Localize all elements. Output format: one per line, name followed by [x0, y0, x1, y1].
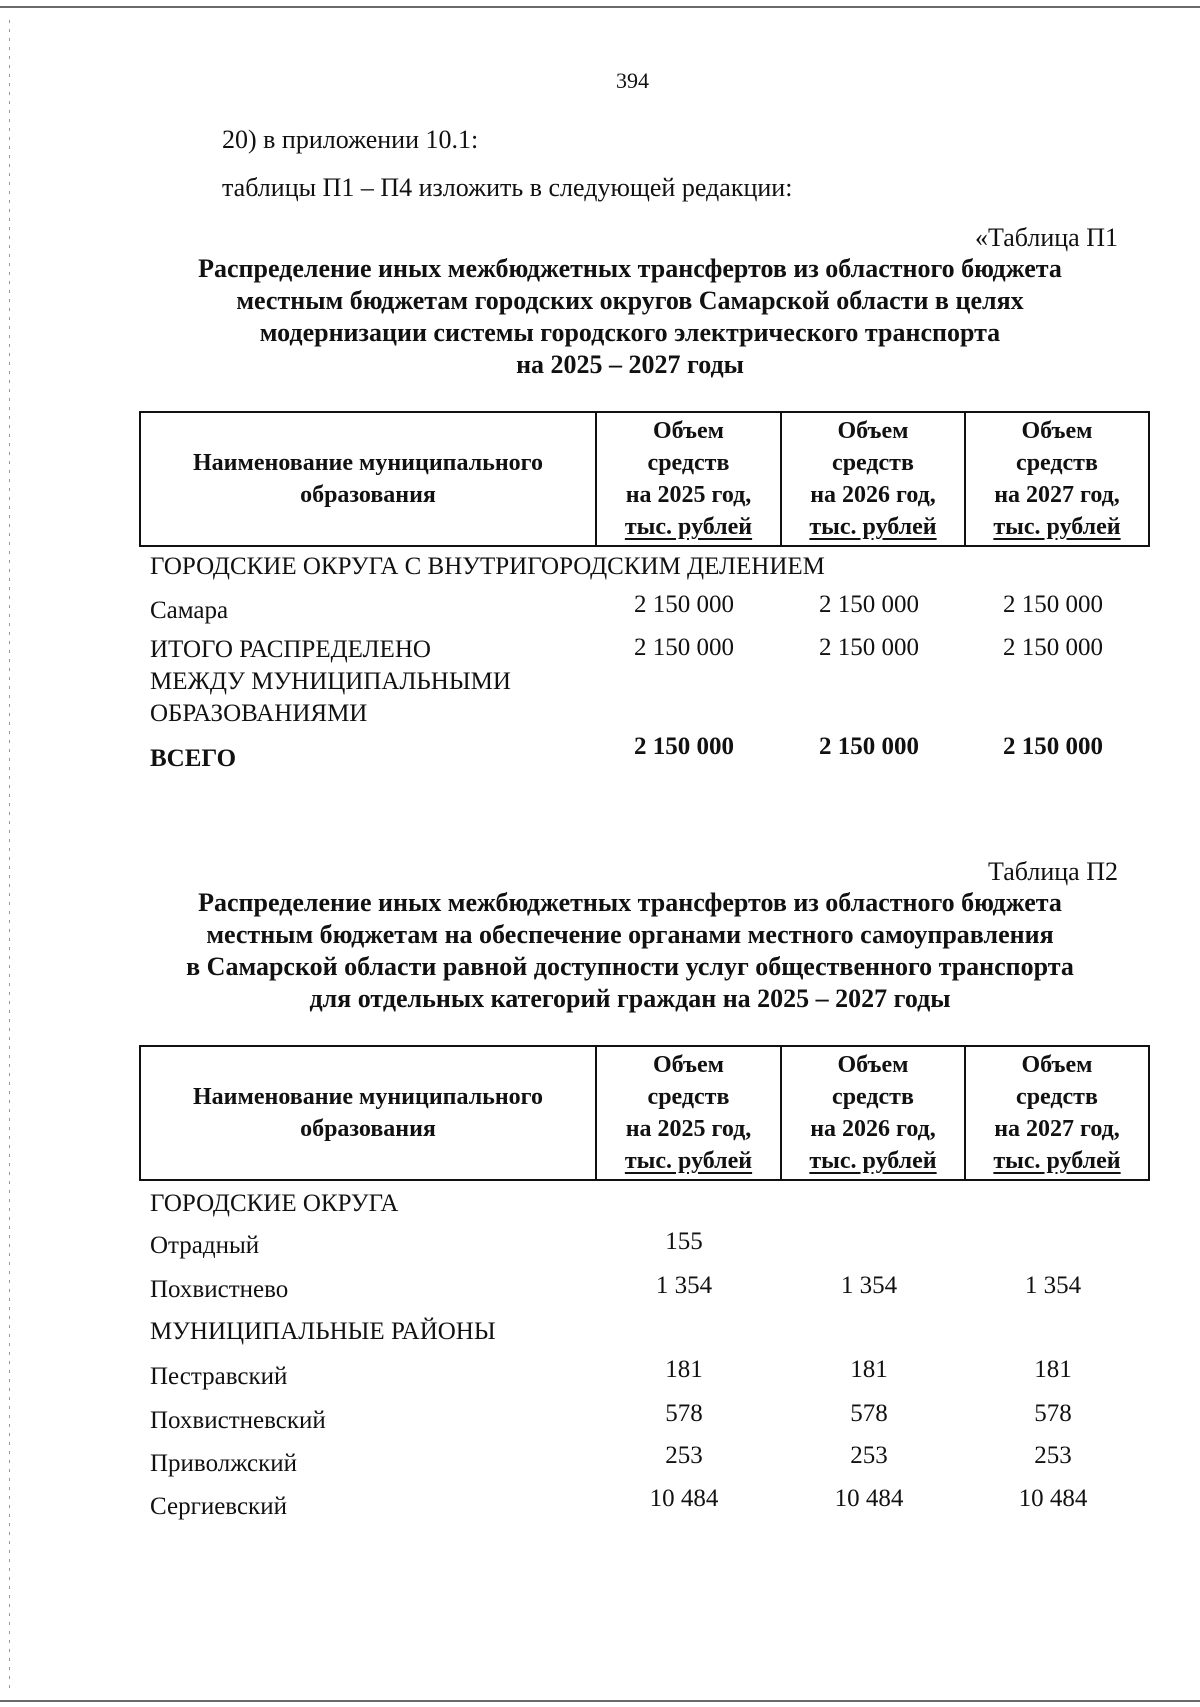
cell-2027: 181 [1034, 1356, 1072, 1383]
cell-2025: 1 354 [655, 1272, 713, 1299]
row-name: Похвистневский [150, 1407, 326, 1434]
section-heading: ГОРОДСКИЕ ОКРУГА [150, 1190, 399, 1217]
header-2025: Объем средств на 2025 год, тыс. рублей [596, 412, 781, 546]
cell-2025: 10 484 [649, 1485, 719, 1512]
cell-2027: 578 [1034, 1400, 1072, 1427]
row-name: Отрадный [150, 1232, 260, 1259]
intro-line-2: таблицы П1 – П4 изложить в следующей редакции: [222, 173, 793, 202]
section-heading: ГОРОДСКИЕ ОКРУГА С ВНУТРИГОРОДСКИМ ДЕЛЕНИЕМ [150, 553, 825, 580]
cell-2026: 578 [850, 1400, 888, 1427]
cell-2027: 1 354 [1024, 1272, 1082, 1299]
table-p2-header [139, 1045, 1150, 1181]
cell-2027: 2 150 000 [1003, 591, 1103, 618]
table-p2-title-line: для отдельных категорий граждан на 2025 – 2027 годы [309, 984, 951, 1013]
subtotal-2025: 2 150 000 [634, 634, 734, 661]
cell-2026: 253 [850, 1442, 888, 1469]
row-name: Пестравский [150, 1363, 288, 1390]
header-municipality: Наименование муниципального образования [140, 412, 596, 546]
cell-2026: 2 150 000 [819, 591, 919, 618]
table-p2-title-line: Распределение иных межбюджетных трансфертов из областного бюджета [198, 888, 1062, 917]
intro-line-1: 20) в приложении 10.1: [222, 125, 479, 154]
total-2026: 2 150 000 [819, 733, 919, 760]
section-heading: МУНИЦИПАЛЬНЫЕ РАЙОНЫ [150, 1318, 496, 1345]
table-p2-title [130, 887, 1130, 1015]
cell-2026: 1 354 [840, 1272, 898, 1299]
row-name: Сергиевский [150, 1493, 287, 1520]
table-p1-label: «Таблица П1 [975, 223, 1118, 252]
header-2026: Объем средств на 2026 год, тыс. рублей [781, 1046, 965, 1180]
row-name: Похвистнево [150, 1276, 289, 1303]
subtotal-2026: 2 150 000 [819, 634, 919, 661]
cell-2025: 253 [665, 1442, 703, 1469]
header-2027: Объем средств на 2027 год, тыс. рублей [965, 412, 1149, 546]
row-name: Приволжский [150, 1450, 298, 1477]
total-2025: 2 150 000 [634, 733, 734, 760]
header-municipality: Наименование муниципального образования [140, 1046, 596, 1180]
table-p1-header [139, 411, 1150, 547]
cell-2027: 253 [1034, 1442, 1072, 1469]
subtotal-2027: 2 150 000 [1003, 634, 1103, 661]
row-name: Самара [150, 597, 229, 624]
table-p1-title-line: Распределение иных межбюджетных трансфертов из областного бюджета [198, 254, 1062, 283]
cell-2027: 10 484 [1018, 1485, 1088, 1512]
subtotal-name: ИТОГО РАСПРЕДЕЛЕНО МЕЖДУ МУНИЦИПАЛЬНЫМИ ОБРАЗОВАНИЯМИ [150, 636, 511, 727]
header-2026: Объем средств на 2026 год, тыс. рублей [781, 412, 965, 546]
table-p2-title-line: местным бюджетам на обеспечение органами местного самоуправления [206, 920, 1054, 949]
table-p1-title-line: местным бюджетам городских округов Самарской области в целях [236, 286, 1024, 315]
table-p1-title-line: на 2025 – 2027 годы [516, 350, 744, 379]
header-2025: Объем средств на 2025 год, тыс. рублей [596, 1046, 781, 1180]
total-name: ВСЕГО [150, 745, 237, 772]
total-2027: 2 150 000 [1003, 733, 1103, 760]
cell-2025: 2 150 000 [634, 591, 734, 618]
header-2027: Объем средств на 2027 год, тыс. рублей [965, 1046, 1149, 1180]
table-p1-title-line: модернизации системы городского электрического транспорта [259, 318, 1001, 347]
scan-edge-top [0, 6, 1200, 8]
cell-2025: 578 [665, 1400, 703, 1427]
cell-2026: 181 [850, 1356, 888, 1383]
table-p2-label: Таблица П2 [988, 857, 1118, 886]
table-p1-title [130, 253, 1130, 381]
cell-2025: 181 [665, 1356, 703, 1383]
cell-2026: 10 484 [834, 1485, 904, 1512]
table-p2-title-line: в Самарской области равной доступности услуг общественного транспорта [186, 952, 1074, 981]
cell-2025: 155 [665, 1228, 703, 1255]
scan-edge-bottom [0, 1700, 1200, 1702]
scan-edge-left [9, 20, 10, 1690]
page-number: 394 [616, 68, 649, 93]
